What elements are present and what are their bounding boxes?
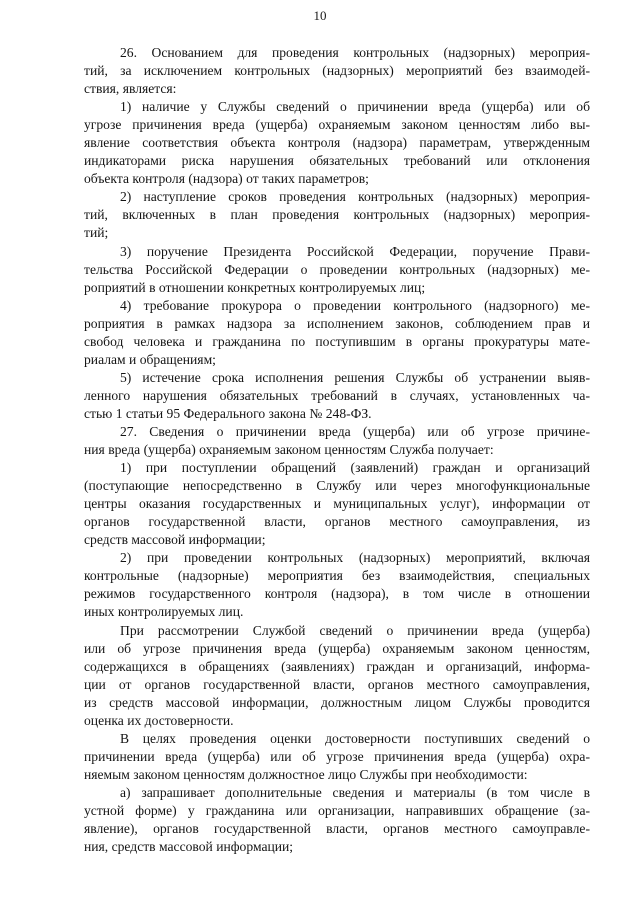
text-line: иных контролируемых лиц. (84, 604, 244, 620)
text-line: индикаторами риска нарушения обязательных требований или отклонения (84, 153, 590, 169)
text-line: роприятий в отношении конкретных контролируемых лиц; (84, 279, 426, 295)
text-line: режимов государственного контроля (надзора), в том числе в отношении (84, 586, 590, 602)
text-line: (поступающие непосредственно в Службу или через многофункциональные (84, 478, 590, 494)
text-line: тий; (84, 225, 109, 241)
text-line: 5) истечение срока исполнения решения Службы об устранении выяв- (120, 369, 590, 385)
text-line: ния, средств массовой информации; (84, 839, 294, 855)
text-line: 4) требование прокурора о проведении контрольного (надзорного) ме- (120, 297, 590, 313)
text-line: явление), органов государственной власти, органов местного самоуправле- (84, 821, 590, 837)
text-line: 3) поручение Президента Российской Федерации, поручение Прави- (120, 243, 590, 259)
text-line: оценка их достоверности. (84, 712, 234, 728)
text-line: содержащихся в обращениях (заявлениях) граждан и организаций, информа- (84, 658, 590, 674)
text-line: ния вреда (ущерба) охраняемым законом ценностям Служба получает: (84, 442, 494, 458)
text-line: В целях проведения оценки достоверности поступивших сведений о (120, 730, 590, 746)
text-line: При рассмотрении Службой сведений о причинении вреда (ущерба) (120, 622, 590, 638)
text-line: средств массовой информации; (84, 532, 266, 548)
text-line: ленного нарушения обязательных требований в случаях, установленных ча- (84, 387, 590, 403)
text-line: причинении вреда (ущерба) или об угрозе причинения вреда (ущерба) охра- (84, 748, 590, 764)
text-line: 1) наличие у Службы сведений о причинении вреда (ущерба) или об (120, 99, 590, 115)
text-line: ствия, является: (84, 81, 177, 97)
text-line: 26. Основанием для проведения контрольных (надзорных) мероприя- (120, 45, 590, 60)
text-line: тий, за исключением контрольных (надзорных) мероприятий без взаимодей- (84, 63, 590, 79)
text-line: или об угрозе причинения вреда (ущерба) охраняемым законом ценностям, (84, 640, 590, 656)
text-line: ции от органов государственной власти, органов местного самоуправления, (84, 676, 590, 692)
text-line: стью 1 статьи 95 Федерального закона № 248-ФЗ. (84, 405, 372, 421)
text-line: 27. Сведения о причинении вреда (ущерба) или об угрозе причине- (120, 423, 590, 439)
text-line: центры оказания государственных и муниципальных услуг), информации от (84, 496, 590, 512)
text-line: риалам и обращениям; (84, 351, 216, 367)
text-line: тий, включенных в план проведения контрольных (надзорных) мероприя- (84, 207, 590, 223)
text-line: органов государственной власти, органов местного самоуправления, из (84, 514, 590, 530)
text-line: свобод человека и гражданина по поступившим в органы прокуратуры мате- (84, 333, 590, 349)
text-line: угрозе причинения вреда (ущерба) охраняемым законом ценностям либо вы- (84, 117, 590, 133)
document-body (84, 44, 590, 856)
text-line: контрольные (надзорные) мероприятия без взаимодействия, специальных (84, 568, 590, 584)
text-line: тельства Российской Федерации о проведении контрольных (надзорных) ме- (84, 261, 590, 277)
text-line: 1) при поступлении обращений (заявлений) граждан и организаций (120, 460, 590, 476)
text-line: няемым законом ценностям должностное лицо Службы при необходимости: (84, 766, 528, 782)
text-line: 2) при проведении контрольных (надзорных) мероприятий, включая (120, 550, 590, 566)
text-line: из средств массовой информации, должностным лицом Службы проводится (84, 694, 590, 710)
text-line: устной форме) у гражданина или организации, направивших обращение (за- (84, 802, 590, 818)
text-line: роприятия в рамках надзора за исполнением законов, соблюдением прав и (84, 315, 590, 331)
text-line: объекта контроля (надзора) от таких параметров; (84, 171, 369, 187)
text-line: 2) наступление сроков проведения контрольных (надзорных) мероприя- (120, 189, 590, 205)
text-line: явление соответствия объекта контроля (надзора) параметрам, утвержденным (84, 135, 590, 151)
page-number: 10 (313, 8, 327, 23)
text-line: а) запрашивает дополнительные сведения и материалы (в том числе в (120, 784, 590, 800)
